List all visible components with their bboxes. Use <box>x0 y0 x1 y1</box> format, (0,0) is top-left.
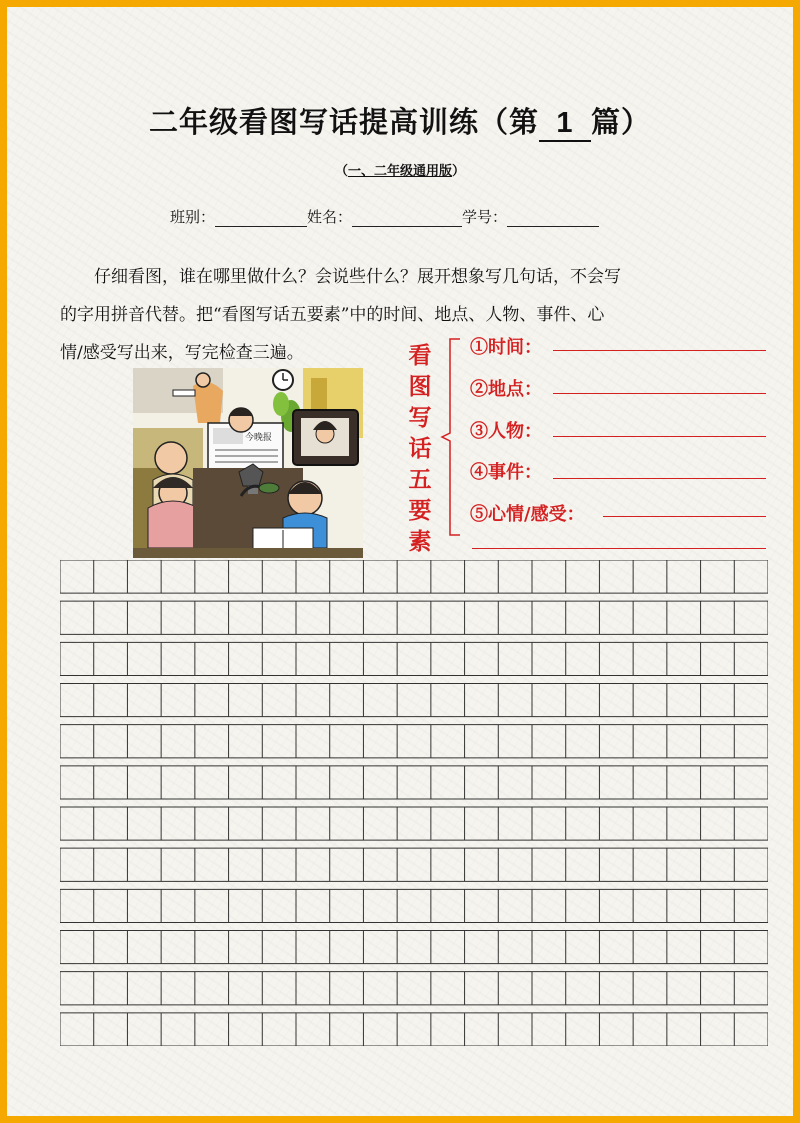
grid-row[interactable] <box>60 889 768 922</box>
family-living-room-illustration <box>133 368 363 558</box>
subtitle-close: ） <box>452 164 466 179</box>
element-people-line[interactable] <box>553 436 766 437</box>
name-label: 姓名： <box>307 208 353 226</box>
element-place-line[interactable] <box>553 393 766 394</box>
grid-row[interactable] <box>60 684 768 717</box>
element-place-label: ②地点： <box>470 379 542 400</box>
grid-row[interactable] <box>60 601 768 634</box>
grid-row[interactable] <box>60 560 768 593</box>
subtitle-open: （ <box>334 164 348 179</box>
element-time-label: ①时间： <box>470 337 542 358</box>
element-people-label: ③人物： <box>470 421 542 442</box>
vertical-char: 五 <box>408 466 432 493</box>
title-prefix: 二年级看图写话提高训练（第 <box>148 105 539 139</box>
element-event-line[interactable] <box>553 478 766 479</box>
id-label: 学号： <box>462 208 508 226</box>
title-suffix: 篇） <box>591 105 652 139</box>
element-event-label: ④事件： <box>470 462 542 483</box>
vertical-char: 要 <box>408 497 432 524</box>
grid-row[interactable] <box>60 807 768 840</box>
grid-row[interactable] <box>60 725 768 758</box>
newspaper-title-text: 今晚报 <box>245 433 273 443</box>
grid-row[interactable] <box>60 931 768 964</box>
vertical-char: 看 <box>408 342 432 369</box>
instruction-line-2: 的字用拼音代替。把“看图写话五要素”中的时间、地点、人物、事件、心 <box>60 305 605 325</box>
element-feeling-line[interactable] <box>603 516 766 517</box>
element-time-line[interactable] <box>553 350 766 351</box>
element-feeling-extra-line[interactable] <box>472 548 766 549</box>
class-label: 班别： <box>170 208 216 226</box>
grid-row[interactable] <box>60 848 768 881</box>
vertical-char: 素 <box>408 528 432 555</box>
subtitle-text: 一、二年级通用版 <box>347 164 452 179</box>
grid-row[interactable] <box>60 766 768 799</box>
worksheet-subtitle <box>0 160 800 179</box>
instruction-line-1: 仔细看图，谁在哪里做什么？会说些什么？展开想象写几句话，不会写 <box>94 267 621 287</box>
title-number: 1 <box>539 107 591 142</box>
worksheet-title <box>0 100 800 142</box>
id-field[interactable] <box>507 210 599 227</box>
writing-grid[interactable] <box>60 560 768 1046</box>
name-field[interactable] <box>352 210 462 227</box>
grid-row[interactable] <box>60 642 768 675</box>
element-feeling-label: ⑤心情/感受： <box>470 504 585 525</box>
instruction-line-3: 情/感受写出来，写完检查三遍。 <box>60 343 304 363</box>
vertical-char: 写 <box>408 404 432 431</box>
grid-row[interactable] <box>60 972 768 1005</box>
five-elements-vertical-title <box>405 340 435 557</box>
class-field[interactable] <box>215 210 307 227</box>
grid-row[interactable] <box>60 1013 768 1046</box>
vertical-char: 话 <box>408 435 432 462</box>
student-info-row <box>170 206 599 227</box>
brace-icon <box>438 337 462 537</box>
vertical-char: 图 <box>408 373 432 400</box>
